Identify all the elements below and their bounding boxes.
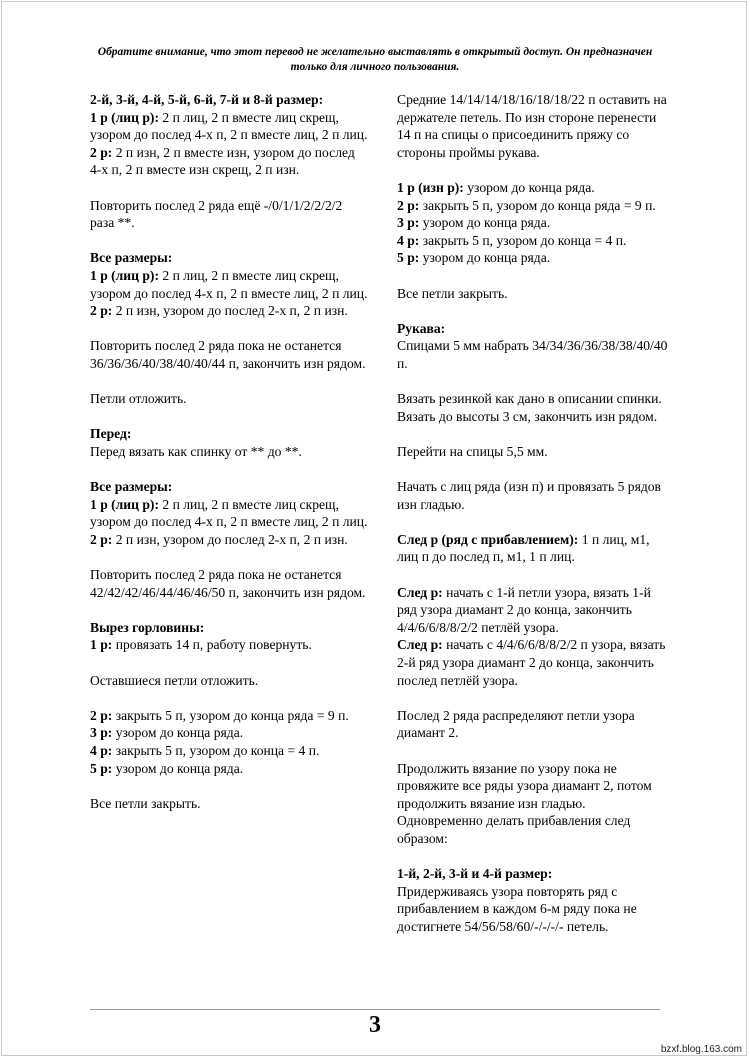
row-label: 1 р (изн р):	[397, 179, 464, 195]
notice-text: Обратите внимание, что этот перевод не желательно выставлять в открытый доступ. Он предназначен только для личного пользования.	[97, 46, 653, 73]
paragraph-text: Повторить послед 2 ряда ещё -/0/1/1/2/2/2/2 раза **.	[90, 197, 343, 231]
row-instruction	[90, 267, 368, 302]
row-label: 3 р:	[397, 215, 420, 231]
row-text: узором до конца ряда.	[422, 250, 551, 266]
row-text: узором до конца ряда.	[467, 179, 595, 195]
row-text: 2 п изн, 2 п вместе изн, узором до послед 4-х п, 2 п вместе изн скрещ, 2 п изн.	[90, 144, 355, 178]
row-instruction	[90, 109, 368, 144]
paragraph-text: Спицами 5 мм набрать 34/34/36/36/38/38/40/40 п.	[397, 338, 668, 371]
row-label: 1 р:	[90, 637, 113, 653]
row-text: начать с 1-й петли узора, вязать 1-й ряд узора диамант 2 до конца, закончить 4/4/6/6/8/8/2/2 петлёй узора.	[397, 584, 651, 635]
rows-block	[397, 179, 672, 267]
row-instruction	[90, 760, 368, 778]
row-text: закрыть 5 п, узором до конца = 4 п.	[115, 742, 320, 758]
row-instruction	[397, 584, 672, 637]
paragraph-text: Начать с лиц ряда (изн п) и провязать 5 рядов изн гладью.	[397, 479, 661, 512]
paragraph-text: Средние 14/14/14/18/16/18/18/22 п оставить на держателе петель. По изн стороне перенести 14 п на спицы о присоединить пряжу со стороны проймы рукава.	[397, 92, 667, 160]
paragraph	[397, 443, 672, 461]
rows-block	[90, 707, 368, 777]
paragraph-text: Повторить послед 2 ряда пока не останется 36/36/36/40/38/40/40/44 п, закончить изн рядом.	[90, 338, 366, 371]
rows-block	[397, 584, 672, 690]
row-label: 2 р:	[90, 303, 113, 319]
paragraph-text: Вязать резинкой как дано в описании спинки. Вязать до высоты 3 см, закончить изн рядом.	[397, 391, 662, 424]
paragraph	[90, 390, 368, 408]
row-instruction	[397, 197, 672, 215]
row-label: 4 р:	[397, 232, 420, 248]
paragraph	[90, 566, 368, 601]
paragraph	[90, 337, 368, 372]
row-instruction	[90, 531, 368, 549]
row-label: 1 р (лиц р):	[90, 109, 159, 125]
paragraph-text: Перейти на спицы 5,5 мм.	[397, 443, 548, 459]
row-label: 5 р:	[90, 760, 113, 776]
paragraph	[397, 478, 672, 513]
page-number: 3	[369, 1012, 381, 1038]
section-heading: 2-й, 3-й, 4-й, 5-й, 6-й, 7-й и 8-й размер:	[90, 92, 324, 107]
row-label: 4 р:	[90, 742, 113, 758]
row-instruction	[397, 179, 672, 197]
section-heading: Рукава:	[397, 320, 446, 336]
row-text: узором до конца ряда.	[422, 215, 551, 231]
row-label: 2 р:	[90, 144, 113, 160]
paragraph	[397, 390, 672, 425]
row-instruction	[90, 707, 368, 725]
increase-row-block	[397, 531, 672, 566]
paragraph-text: Все петли закрыть.	[90, 795, 201, 811]
neckline-block	[90, 619, 368, 654]
row-instruction	[90, 724, 368, 742]
paragraph-text: Послед 2 ряда распределяют петли узора диамант 2.	[397, 707, 635, 741]
row-text: 2 п изн, узором до послед 2-х п, 2 п изн.	[115, 303, 348, 319]
row-text: закрыть 5 п, узором до конца = 4 п.	[422, 232, 627, 248]
paragraph	[90, 672, 368, 690]
section-heading: 1-й, 2-й, 3-й и 4-й размер:	[397, 866, 553, 882]
row-label: 3 р:	[90, 725, 113, 741]
row-label: След р:	[397, 637, 443, 653]
sizes-1-4-block	[397, 865, 672, 935]
row-instruction	[397, 636, 672, 689]
paragraph	[90, 197, 368, 232]
row-text: 2 п лиц, 2 п вместе лиц скрещ, узором до послед 4-х п, 2 п вместе лиц, 2 п лиц.	[90, 109, 368, 143]
row-instruction	[90, 742, 368, 760]
row-text: закрыть 5 п, узором до конца ряда = 9 п.	[422, 197, 656, 213]
left-column	[90, 91, 368, 830]
row-text: провязать 14 п, работу повернуть.	[115, 637, 312, 653]
paragraph-text: Петли отложить.	[90, 391, 187, 407]
row-label: 5 р:	[397, 250, 420, 266]
paragraph-text: Оставшиеся петли отложить.	[90, 672, 259, 688]
row-label: След р (ряд с прибавлением):	[397, 531, 579, 547]
row-label: След р:	[397, 584, 443, 600]
row-instruction	[397, 531, 672, 566]
paragraph-text: Все петли закрыть.	[397, 285, 508, 301]
row-text: 1 п лиц, м1, лиц п до послед п, м1, 1 п лиц.	[397, 531, 650, 565]
section-heading: Все размеры:	[90, 479, 173, 495]
all-sizes-block	[90, 249, 368, 319]
paragraph	[397, 707, 672, 742]
row-instruction	[90, 302, 368, 320]
row-text: узором до конца ряда.	[115, 725, 244, 741]
row-text: 2 п лиц, 2 п вместе лиц скрещ, узором до послед 4-х п, 2 п вместе лиц, 2 п лиц.	[90, 496, 368, 530]
right-column	[397, 91, 672, 953]
sleeves-block	[397, 320, 672, 373]
row-text: 2 п изн, узором до послед 2-х п, 2 п изн.	[115, 531, 348, 547]
section-heading: Перед:	[90, 426, 132, 442]
paragraph-text: Продолжить вязание по узору пока не провяжите все ряды узора диамант 2, потом продолжить вязание изн гладью. Одновременно делать прибавления след образом:	[397, 760, 652, 846]
sizes-2-8-block	[90, 91, 368, 179]
row-instruction	[397, 232, 672, 250]
paragraph	[90, 795, 368, 813]
paragraph	[397, 285, 672, 303]
row-instruction	[90, 144, 368, 179]
row-instruction	[90, 636, 368, 654]
row-label: 2 р:	[90, 531, 113, 547]
footer-divider	[90, 1009, 660, 1010]
row-label: 2 р:	[397, 197, 420, 213]
row-text: 2 п лиц, 2 п вместе лиц скрещ, узором до послед 4-х п, 2 п вместе лиц, 2 п лиц.	[90, 267, 368, 301]
row-instruction	[90, 496, 368, 531]
row-text: закрыть 5 п, узором до конца ряда = 9 п.	[115, 707, 349, 723]
row-label: 1 р (лиц р):	[90, 267, 159, 283]
row-instruction	[397, 214, 672, 232]
paragraph	[397, 760, 672, 848]
watermark: bzxf.blog.163.com	[660, 1044, 742, 1055]
all-sizes-block	[90, 478, 368, 548]
row-label: 1 р (лиц р):	[90, 496, 159, 512]
row-instruction	[397, 249, 672, 267]
paragraph-text: Перед вязать как спинку от ** до **.	[90, 443, 302, 459]
paragraph-text: Придерживаясь узора повторять ряд с прибавлением в каждом 6-м ряду пока не достигнете 54/56/58/60/-/-/-/- петель.	[397, 883, 637, 934]
paragraph	[397, 91, 672, 161]
front-block	[90, 425, 368, 460]
row-text: начать с 4/4/6/6/8/8/2/2 п узора, вязать 2-й ряд узора диамант 2 до конца, закончить послед петлёй узора.	[397, 637, 666, 688]
section-heading: Все размеры:	[90, 250, 173, 266]
row-text: узором до конца ряда.	[115, 760, 244, 776]
row-label: 2 р:	[90, 707, 113, 723]
paragraph-text: Повторить послед 2 ряда пока не останется 42/42/42/46/44/46/46/50 п, закончить изн рядом.	[90, 567, 366, 600]
section-heading: Вырез горловины:	[90, 619, 205, 635]
